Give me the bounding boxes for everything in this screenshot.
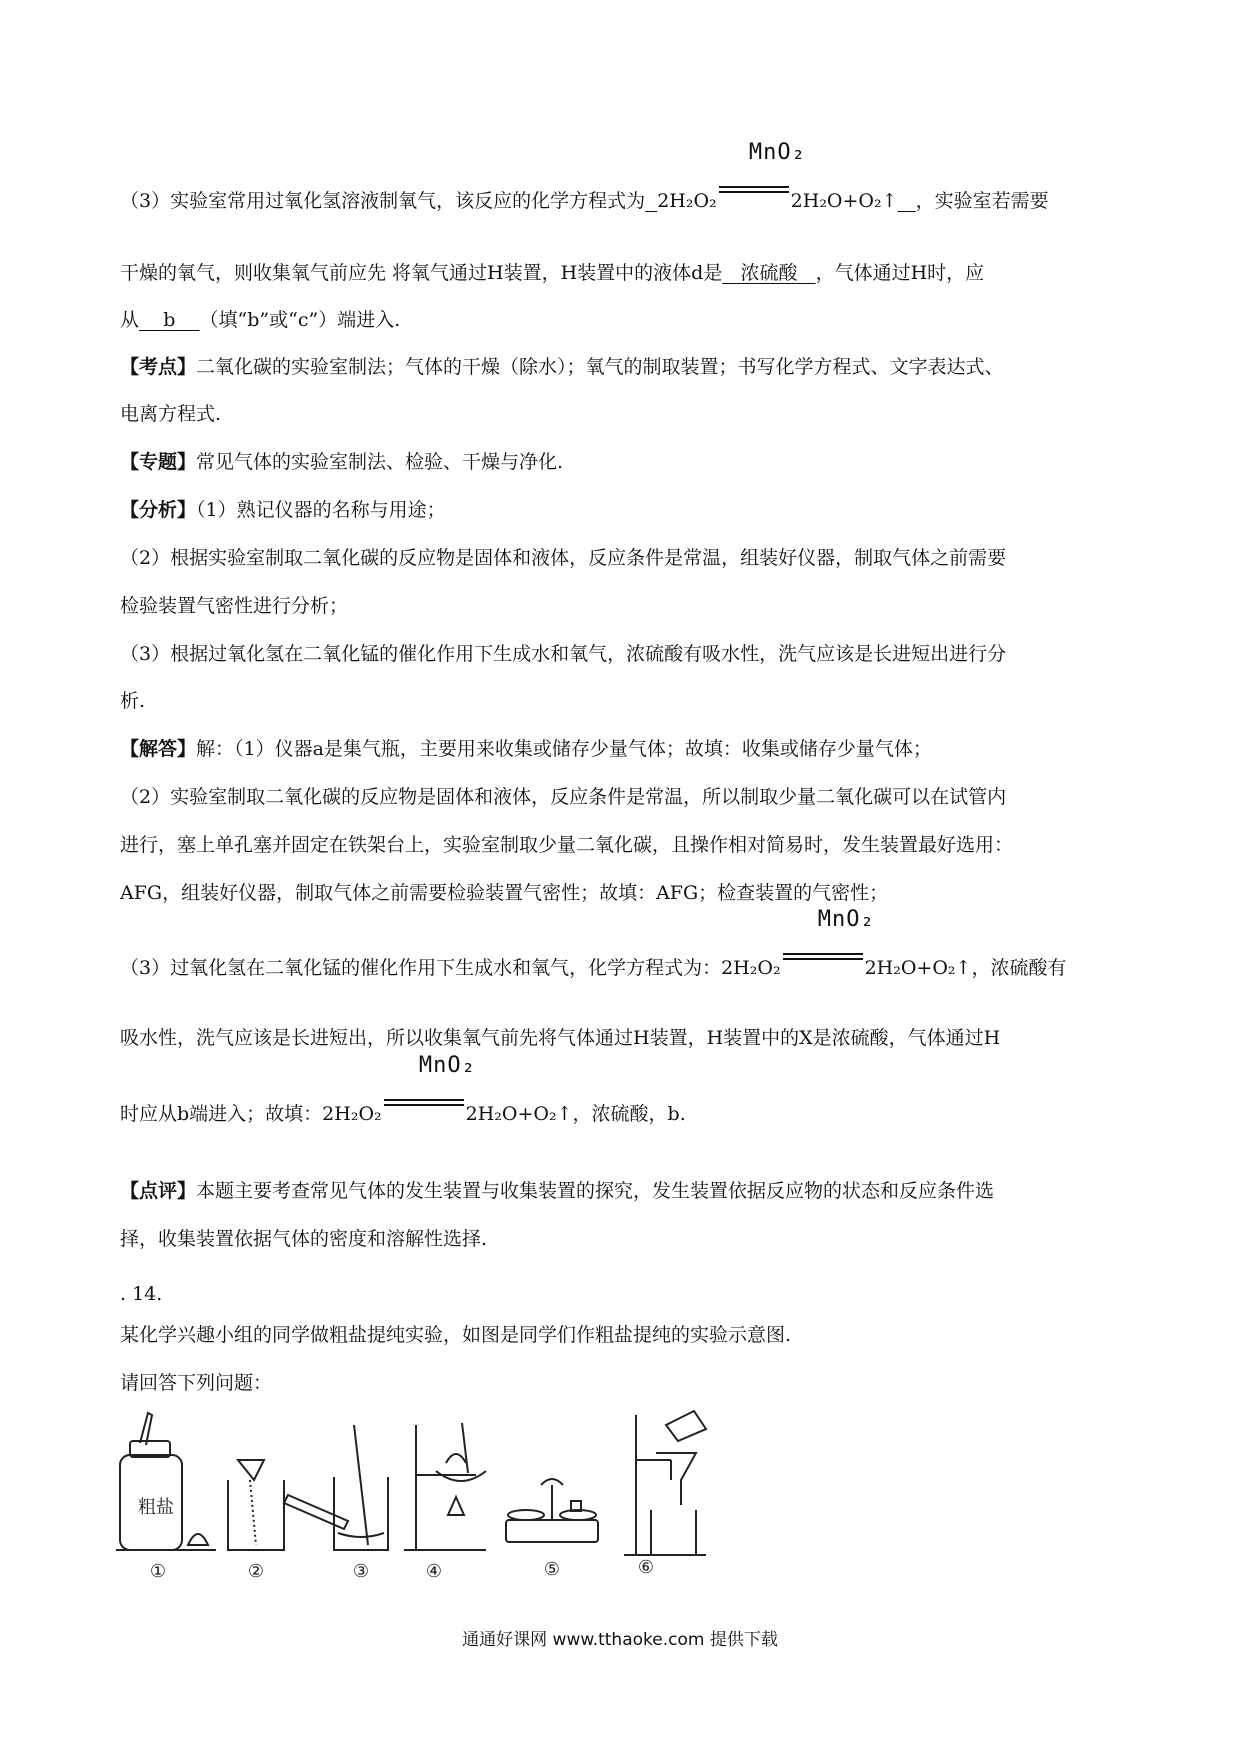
jar-label: 粗盐	[138, 1497, 174, 1518]
step-label-3: ③	[352, 1561, 370, 1582]
dianping-label: 【点评】	[120, 1180, 197, 1202]
answer-line-3-equation: （3）实验室常用过氧化氢溶液制氧气，该反应的化学方程式为 2H₂O₂ MnO₂ 2H₂O+O₂↑ ，实验室若需要	[120, 140, 1049, 212]
experiment-figure	[116, 1405, 756, 1589]
footer-source: 通通好课网 www.tthaoke.com 提供下载	[462, 1630, 778, 1650]
jieda-line-1: 【解答】解：（1）仪器a是集气瓶，主要用来收集或储存少量气体；故填：收集或储存少量气体；	[120, 738, 932, 760]
kaodian-line-2: 电离方程式.	[120, 403, 222, 425]
equals-bar	[783, 953, 863, 960]
salt-jar-icon	[116, 1413, 216, 1550]
zhuanti-line: 【专题】常见气体的实验室制法、检验、干燥与净化.	[120, 451, 564, 473]
dianping-line-1: 【点评】本题主要考查常见气体的发生装置与收集装置的探究，发生装置依据反应物的状态和反应条件选	[120, 1180, 995, 1202]
equals-bar	[384, 1099, 464, 1106]
fenxi-line-1: 【分析】（1）熟记仪器的名称与用途；	[120, 499, 446, 521]
catalyst-label: MnO₂	[748, 140, 806, 165]
jieda-line-2: （2）实验室制取二氧化碳的反应物是固体和液体，反应条件是常温，所以制取少量二氧化碳可以在试管内	[120, 786, 1007, 808]
step-label-1: ①	[149, 1561, 167, 1582]
step-label-2: ②	[247, 1561, 265, 1582]
step-label-4: ④	[425, 1561, 443, 1582]
fenxi-line-2: （2）根据实验室制取二氧化碳的反应物是固体和液体，反应条件是常温，组装好仪器，制取气体之前需要	[120, 547, 1007, 569]
question-14-line-2: 请回答下列问题：	[120, 1372, 273, 1394]
fenxi-label: 【分析】	[120, 499, 197, 521]
catalyst-label: MnO₂	[418, 1053, 476, 1078]
dianping-line-2: 择，收集装置依据气体的密度和溶解性选择.	[120, 1228, 488, 1250]
catalyst-label: MnO₂	[817, 907, 875, 932]
weighing-beaker-icon	[228, 1460, 348, 1550]
chemical-equation: 2H₂O₂ MnO₂ 2H₂O+O₂↑	[721, 907, 972, 979]
fenxi-line-4: （3）根据过氧化氢在二氧化锰的催化作用下生成水和氧气，浓硫酸有吸水性，洗气应该是长进短出进行分	[120, 643, 1007, 665]
question-14-line-1: 某化学兴趣小组的同学做粗盐提纯实验，如图是同学们作粗盐提纯的实验示意图.	[120, 1324, 792, 1346]
step-label-6: ⑥	[637, 1557, 655, 1578]
equals-bar	[719, 186, 789, 193]
balance-scale-icon	[506, 1479, 598, 1542]
dissolving-beaker-icon	[334, 1425, 388, 1550]
answer-line-inlet: 从 b （填“b”或“c”）端进入.	[120, 309, 401, 331]
equation-answer-underline	[645, 140, 916, 212]
chemical-equation: 2H₂O₂ MnO₂ 2H₂O+O₂↑	[322, 1053, 573, 1125]
jieda-line-6: 吸水性，洗气应该是长进短出，所以收集氧气前先将气体通过H装置，H装置中的X是浓硫酸，气体通过H	[120, 1027, 1001, 1049]
answer-blank-inlet: b	[163, 309, 176, 331]
filtration-stand-icon	[624, 1411, 706, 1555]
fenxi-line-3: 检验装置气密性进行分析；	[120, 595, 349, 617]
answer-blank-liquid: 浓硫酸	[740, 262, 798, 284]
question-number: . 14.	[120, 1283, 163, 1305]
jieda-line-5-equation: （3）过氧化氢在二氧化锰的催化作用下生成水和氧气，化学方程式为：2H₂O₂ MnO₂ 2H₂O+O₂↑，浓硫酸有	[120, 907, 1067, 979]
experiment-illustration	[116, 1405, 756, 1585]
evaporation-stand-icon	[404, 1423, 486, 1550]
step-label-5: ⑤	[543, 1559, 561, 1580]
kaodian-line-1: 【考点】二氧化碳的实验室制法；气体的干燥（除水）；氧气的制取装置；书写化学方程式、文字表达式、	[120, 356, 1004, 378]
jieda-line-3: 进行，塞上单孔塞并固定在铁架台上，实验室制取少量二氧化碳，且操作相对简易时，发生装置最好选用：	[120, 834, 1014, 856]
chemical-equation: 2H₂O₂ MnO₂ 2H₂O+O₂↑	[657, 140, 898, 212]
answer-line-dry-oxygen: 干燥的氧气，则收集氧气前应先 将氧气通过H装置，H装置中的液体d是 浓硫酸 ，气体通过H时，应	[120, 262, 985, 284]
zhuanti-label: 【专题】	[120, 451, 197, 473]
jieda-line-4: AFG，组装好仪器，制取气体之前需要检验装置气密性；故填：AFG；检查装置的气密性；	[120, 882, 889, 904]
kaodian-label: 【考点】	[120, 356, 197, 378]
jieda-label: 【解答】	[120, 738, 197, 760]
fenxi-line-5: 析.	[120, 690, 146, 712]
jieda-line-7-equation: 时应从b端进入；故填：2H₂O₂ MnO₂ 2H₂O+O₂↑，浓硫酸，b.	[120, 1053, 686, 1125]
